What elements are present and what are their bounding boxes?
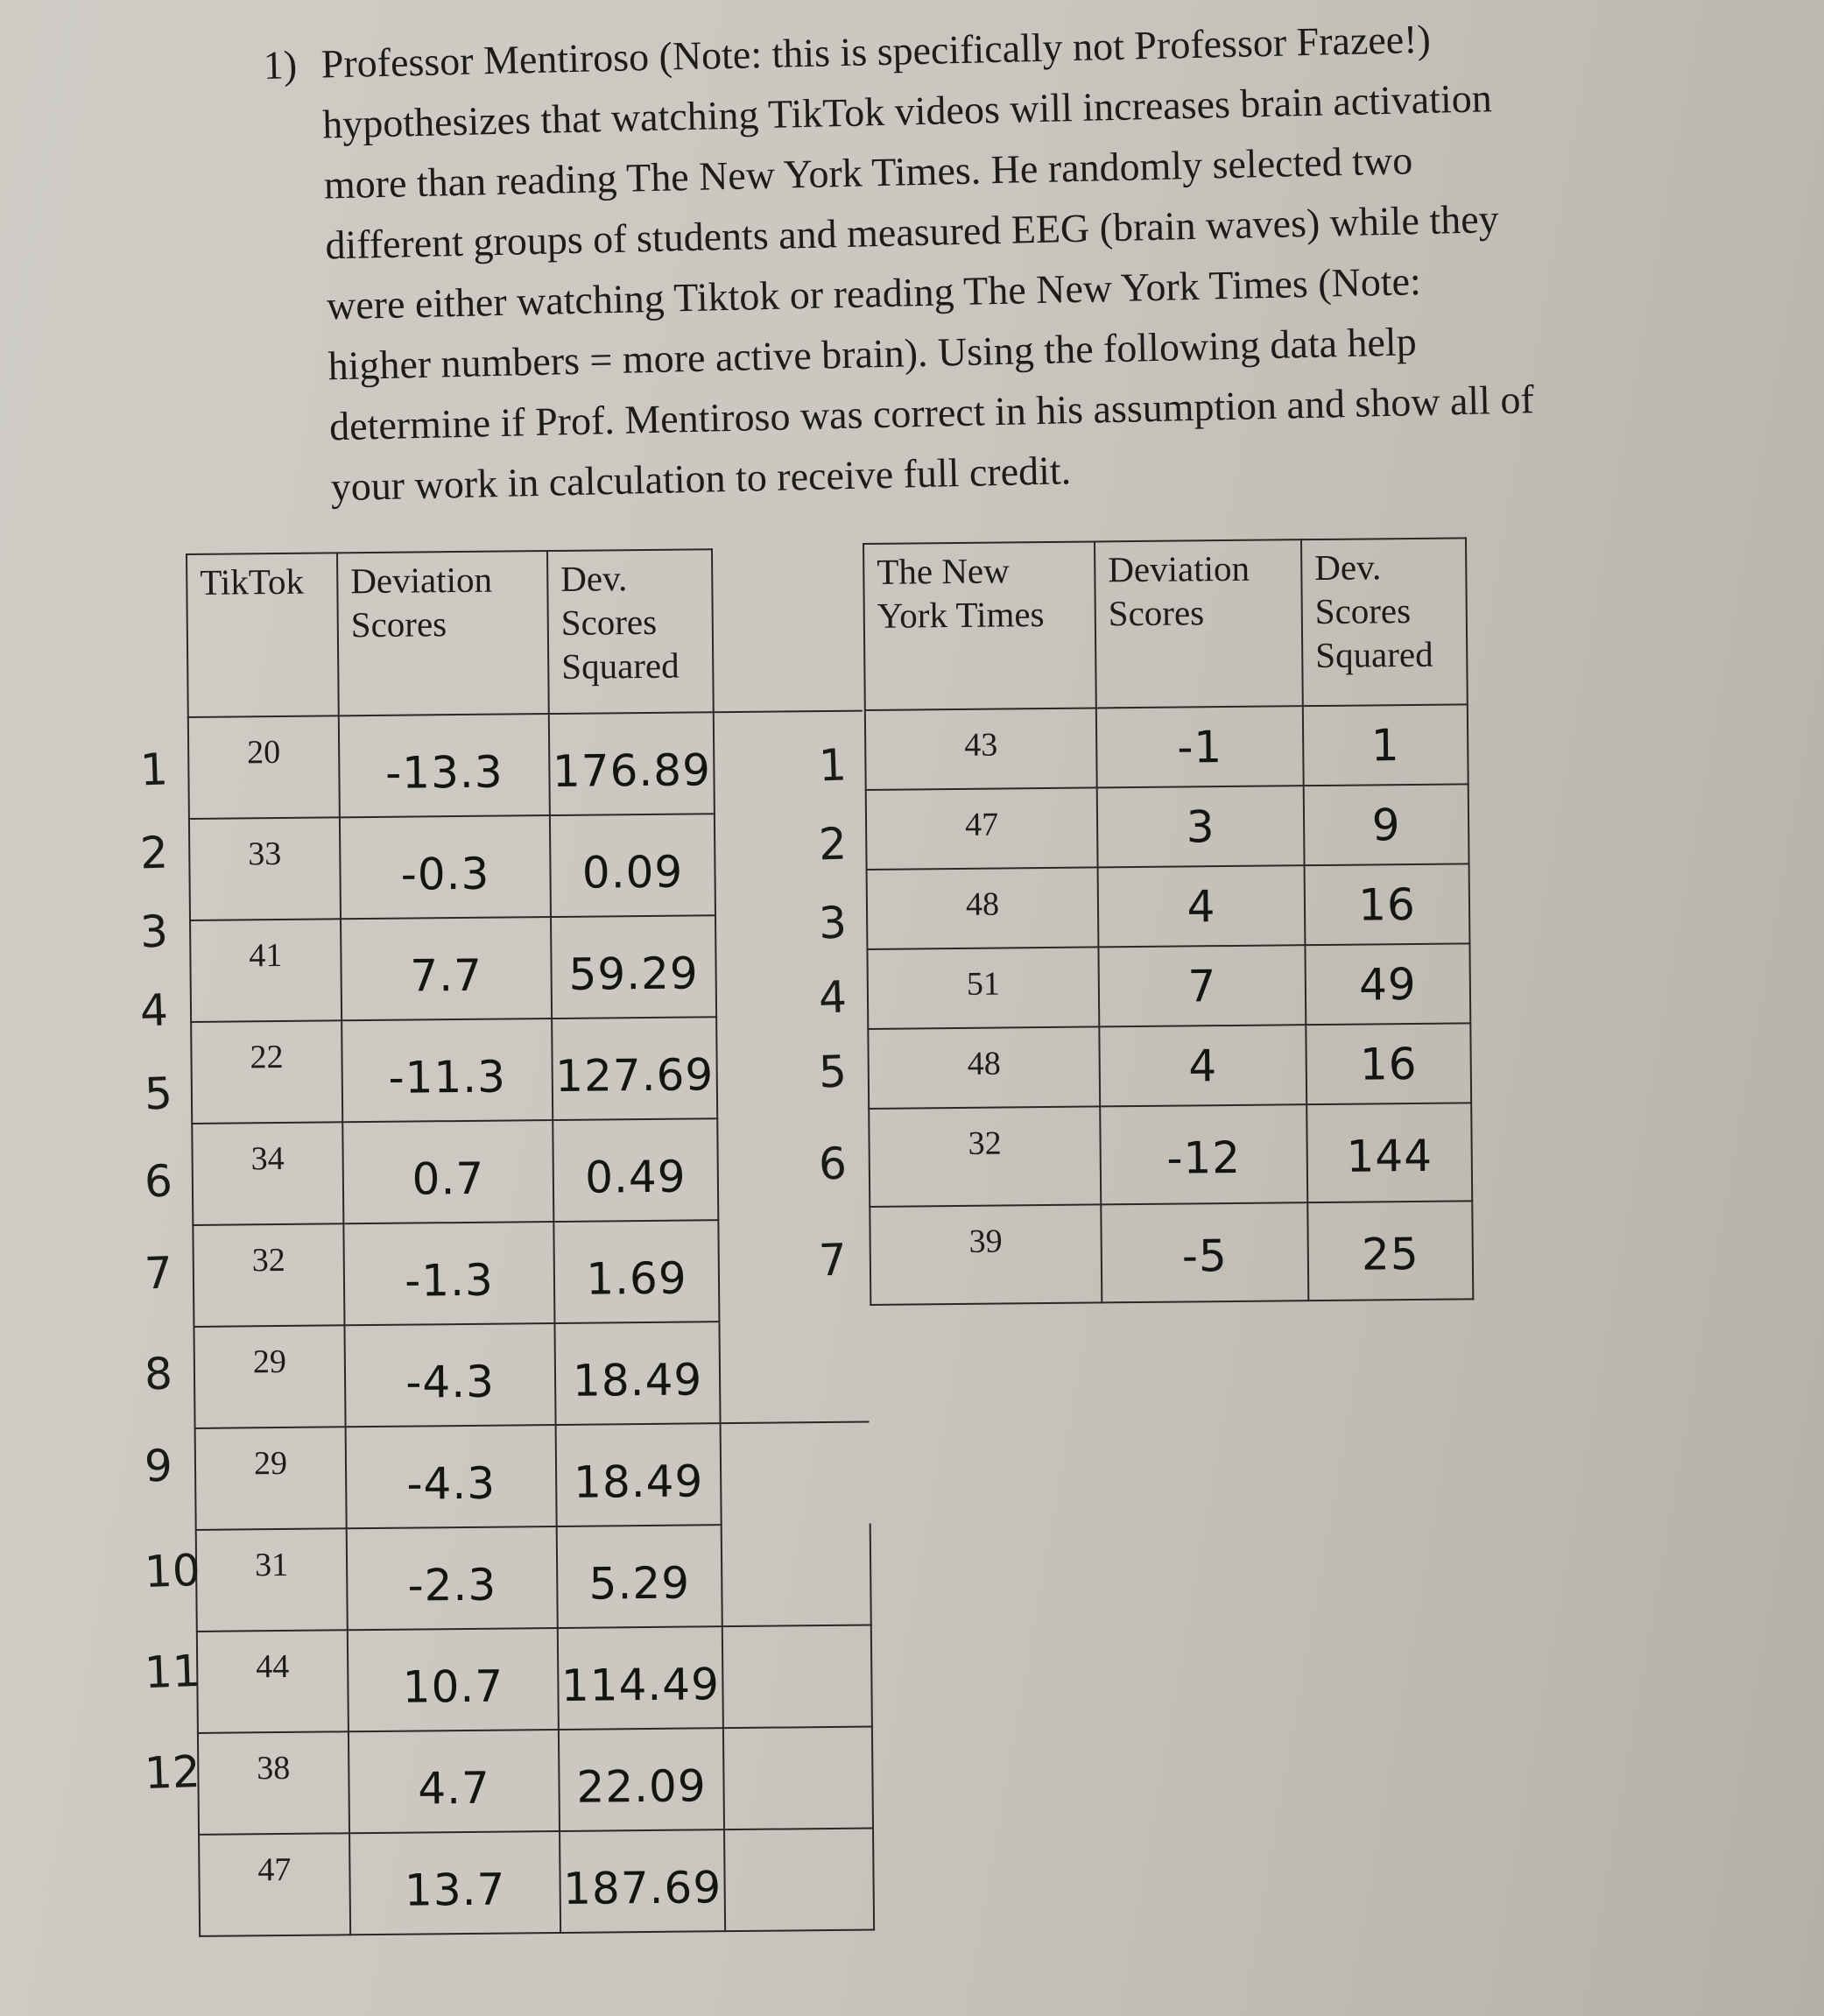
row-number: 1 xyxy=(817,739,848,792)
question-number: 1) xyxy=(263,42,298,88)
question-line-8: your work in calculation to receive full credit. xyxy=(330,448,1072,510)
row-number: 7 xyxy=(817,1234,848,1286)
table-row: 22 -11.3 127.69 xyxy=(191,1016,866,1124)
row-number: 4 xyxy=(138,984,169,1037)
row-number: 4 xyxy=(817,971,848,1024)
table-row: 31 -2.3 5.29 xyxy=(196,1524,871,1632)
nyt-table xyxy=(863,537,1474,1306)
row-number: 6 xyxy=(817,1138,848,1190)
table-row: 33 -0.3 0.09 xyxy=(189,813,864,920)
table-row: 20 -13.3 176.89 xyxy=(188,711,863,819)
row-number: 2 xyxy=(817,818,848,871)
question-line-6: higher numbers = more active brain). Using the following data help xyxy=(327,319,1418,389)
question-line-5: were either watching Tiktok or reading The New York Times (Note: xyxy=(326,258,1422,328)
table-row: 47 3 9 xyxy=(866,784,1469,870)
table-row: 34 0.7 0.49 xyxy=(192,1117,867,1225)
header-deviation: Deviation Scores xyxy=(1095,539,1303,708)
header-deviation: Deviation Scores xyxy=(337,551,549,715)
table-row: 32 -12 144 xyxy=(869,1103,1472,1207)
table-row: 48 4 16 xyxy=(867,863,1470,949)
row-number: 10 xyxy=(144,1544,201,1598)
table-row: 39 -5 25 xyxy=(870,1201,1473,1305)
table-row: 44 10.7 114.49 xyxy=(197,1625,872,1733)
row-number: 9 xyxy=(143,1440,173,1492)
row-number: 3 xyxy=(817,897,848,949)
row-number: 2 xyxy=(138,827,169,879)
table-row: 29 -4.3 18.49 xyxy=(195,1422,870,1530)
row-number: 3 xyxy=(138,906,169,958)
row-number: 5 xyxy=(817,1046,848,1098)
table-row: 43 -1 1 xyxy=(865,704,1468,790)
spacer-cell xyxy=(712,548,863,713)
row-number: 11 xyxy=(144,1645,201,1699)
question-text xyxy=(263,2,1727,518)
table-row: 29 -4.3 18.49 xyxy=(194,1321,869,1428)
question-line-1: 1) Professor Mentiroso (Note: this is specifically not Professor Frazee!) xyxy=(263,2,1717,95)
row-number: 5 xyxy=(143,1068,173,1120)
header-dev-squared: Dev. Scores Squared xyxy=(1301,538,1468,706)
table-row: 32 -1.3 1.69 xyxy=(193,1219,868,1327)
table-row: 47 13.7 187.69 xyxy=(199,1829,874,1936)
row-number: 7 xyxy=(143,1247,173,1300)
tiktok-table xyxy=(186,547,875,1937)
tiktok-header-row xyxy=(187,548,863,717)
question-line-4: different groups of students and measured EEG (brain waves) while they xyxy=(324,196,1500,268)
header-nyt: The New York Times xyxy=(863,541,1096,710)
table-row: 48 4 16 xyxy=(868,1023,1471,1109)
header-dev-squared: Dev. Scores Squared xyxy=(547,549,714,714)
row-number: 6 xyxy=(143,1155,173,1208)
row-number: 8 xyxy=(143,1348,173,1400)
header-tiktok: TikTok xyxy=(187,553,339,717)
nyt-header-row xyxy=(863,538,1468,710)
row-number: 1 xyxy=(138,744,169,796)
question-line-3: more than reading The New York Times. He randomly selected two xyxy=(323,137,1413,208)
question-line-2: hypothesizes that watching TikTok videos will increases brain activation xyxy=(321,75,1493,147)
table-row: 41 7.7 59.29 xyxy=(190,914,865,1022)
table-row: 38 4.7 22.09 xyxy=(198,1727,873,1835)
question-line-7: determine if Prof. Mentiroso was correct in his assumption and show all of xyxy=(328,377,1535,449)
row-number: 12 xyxy=(144,1745,201,1800)
table-row: 51 7 49 xyxy=(867,943,1470,1029)
